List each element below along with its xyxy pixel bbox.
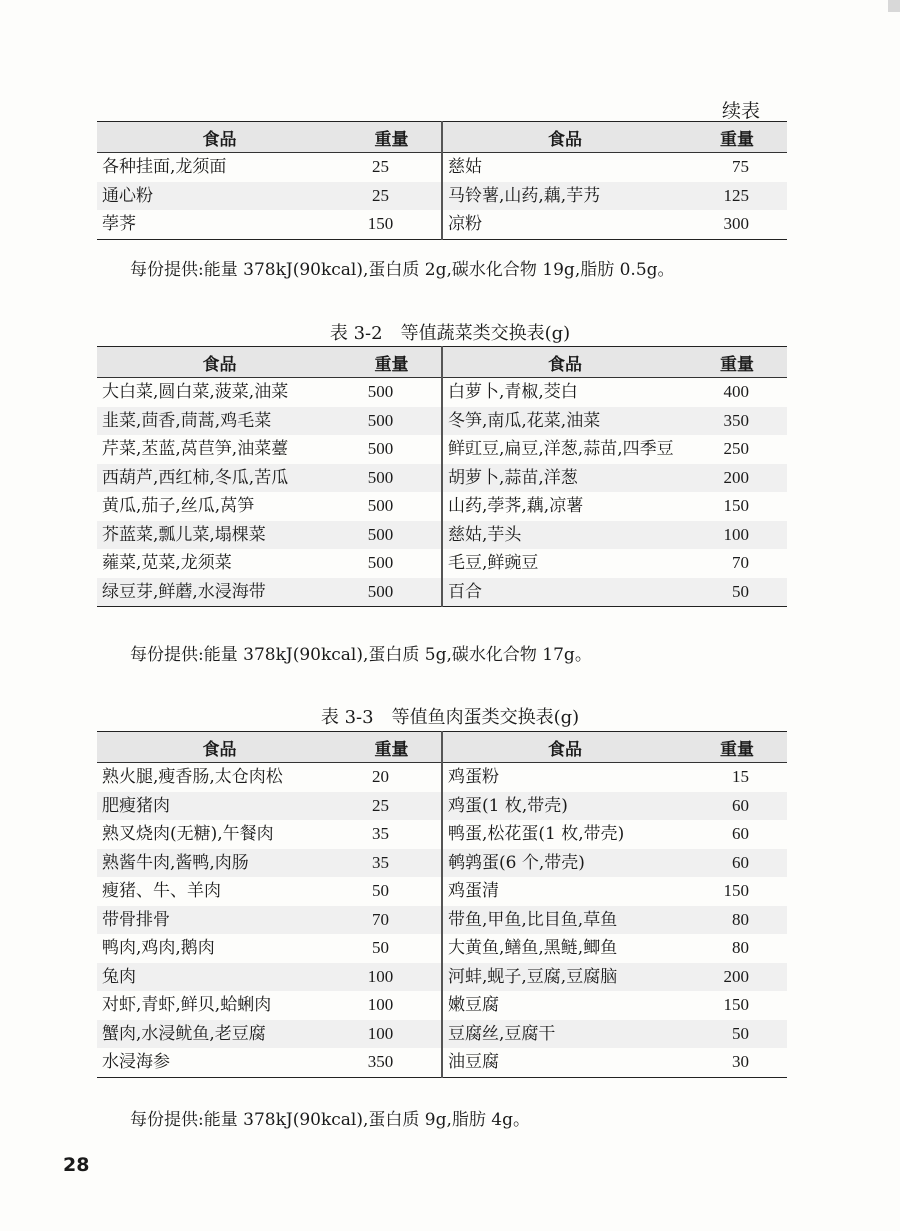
weight-cell: 25 [342, 792, 442, 821]
table-row [97, 210, 787, 239]
food-cell: 带骨排骨 [97, 906, 342, 935]
food-cell: 西葫芦,西红柿,冬瓜,苦瓜 [97, 464, 342, 493]
weight-cell: 300 [687, 210, 787, 239]
food-cell: 熟火腿,瘦香肠,太仓肉松 [102, 767, 283, 787]
table-row [97, 378, 787, 407]
food-cell: 兔肉 [97, 963, 342, 992]
food-cell: 熟酱牛肉,酱鸭,肉肠 [97, 849, 342, 878]
weight-cell: 150 [342, 210, 442, 239]
table-row [97, 934, 787, 963]
food-cell: 大黄鱼,鳝鱼,黑鲢,鲫鱼 [448, 938, 618, 958]
table2-caption: 表 3-2 等值蔬菜类交换表(g) [329, 323, 571, 344]
col-weight-header: 重量 [687, 347, 787, 378]
col-weight-header: 重量 [342, 347, 442, 378]
food-cell: 瘦猪、牛、羊肉 [102, 881, 221, 901]
food-cell: 韭菜,茴香,茼蒿,鸡毛菜 [97, 407, 342, 436]
food-cell: 鹌鹑蛋(6 个,带壳) [442, 849, 687, 878]
weight-cell: 80 [687, 906, 787, 935]
weight-cell: 35 [342, 849, 442, 878]
food-cell: 河蚌,蚬子,豆腐,豆腐脑 [442, 963, 687, 992]
food-cell: 肥瘦猪肉 [97, 792, 342, 821]
table-row [97, 963, 787, 992]
table-row [97, 792, 787, 821]
col-weight-header: 重量 [342, 122, 442, 153]
col-weight-header: 重量 [687, 122, 787, 153]
table-row [97, 991, 787, 1020]
weight-cell: 70 [342, 906, 442, 935]
weight-cell: 500 [342, 549, 442, 578]
col-food-header: 食品 [442, 122, 687, 153]
page-number: 28 [63, 1154, 90, 1176]
food-cell: 荸荠 [97, 210, 342, 239]
food-cell: 大白菜,圆白菜,菠菜,油菜 [102, 382, 289, 402]
food-cell: 绿豆芽,鲜蘑,水浸海带 [97, 578, 342, 607]
weight-cell: 100 [342, 1020, 442, 1049]
weight-cell: 20 [342, 763, 442, 792]
continued-label: 续表 [722, 100, 761, 122]
table-row [97, 464, 787, 493]
weight-cell: 75 [732, 157, 749, 176]
col-food-header: 食品 [97, 732, 342, 763]
weight-cell: 200 [687, 963, 787, 992]
food-cell: 嫩豆腐 [448, 995, 499, 1015]
weight-cell: 500 [342, 378, 442, 407]
table-row [97, 549, 787, 578]
weight-cell: 25 [342, 153, 442, 182]
weight-cell: 60 [687, 792, 787, 821]
weight-cell: 80 [732, 938, 749, 957]
table-row [97, 578, 787, 607]
food-cell: 各种挂面,龙须面 [102, 157, 227, 177]
food-cell: 冬笋,南瓜,花菜,油菜 [442, 407, 687, 436]
table-row [97, 849, 787, 878]
table-row [97, 1048, 787, 1077]
col-food-header: 食品 [442, 732, 687, 763]
weight-cell: 50 [342, 934, 442, 963]
weight-cell: 500 [342, 492, 442, 521]
weight-cell: 400 [723, 382, 749, 401]
vegetable-exchange-table [97, 346, 787, 607]
table2-note: 每份提供:能量 378kJ(90kcal),蛋白质 5g,碳水化合物 17g。 [130, 645, 592, 665]
food-cell: 带鱼,甲鱼,比目鱼,草鱼 [442, 906, 687, 935]
food-cell: 通心粉 [97, 182, 342, 211]
food-cell: 山药,荸荠,藕,凉薯 [448, 496, 584, 516]
table-row [97, 182, 787, 211]
weight-cell: 350 [687, 407, 787, 436]
food-cell: 毛豆,鲜豌豆 [448, 553, 539, 573]
food-cell: 慈姑,芋头 [442, 521, 687, 550]
col-food-header: 食品 [442, 347, 687, 378]
table3-note: 每份提供:能量 378kJ(90kcal),蛋白质 9g,脂肪 4g。 [130, 1110, 530, 1130]
table-row [97, 521, 787, 550]
weight-cell: 150 [723, 995, 749, 1014]
table-row [97, 820, 787, 849]
weight-cell: 350 [342, 1048, 442, 1077]
weight-cell: 60 [687, 849, 787, 878]
food-cell: 慈姑 [448, 157, 482, 177]
table-row [97, 906, 787, 935]
food-cell: 豆腐丝,豆腐干 [442, 1020, 687, 1049]
food-cell: 蟹肉,水浸鱿鱼,老豆腐 [97, 1020, 342, 1049]
food-cell: 鸡蛋清 [448, 881, 499, 901]
weight-cell: 200 [687, 464, 787, 493]
table-row [97, 407, 787, 436]
staple-exchange-table-continued [97, 121, 787, 240]
table-row [97, 1020, 787, 1049]
food-cell: 熟叉烧肉(无糖),午餐肉 [102, 824, 274, 844]
food-cell: 鸡蛋粉 [448, 767, 499, 787]
food-cell: 蕹菜,苋菜,龙须菜 [102, 553, 232, 573]
table-row [97, 877, 787, 906]
food-cell: 凉粉 [442, 210, 687, 239]
weight-cell: 100 [687, 521, 787, 550]
table-row [97, 492, 787, 521]
weight-cell: 500 [342, 435, 442, 464]
weight-cell: 500 [342, 521, 442, 550]
food-cell: 油豆腐 [442, 1048, 687, 1077]
food-cell: 鸭肉,鸡肉,鹅肉 [102, 938, 215, 958]
food-cell: 百合 [442, 578, 687, 607]
weight-cell: 100 [342, 991, 442, 1020]
col-food-header: 食品 [97, 347, 342, 378]
weight-cell: 150 [723, 496, 749, 515]
weight-cell: 35 [342, 820, 442, 849]
weight-cell: 500 [342, 407, 442, 436]
weight-cell: 60 [732, 824, 749, 843]
weight-cell: 250 [723, 439, 749, 458]
food-cell: 芥蓝菜,瓢儿菜,塌棵菜 [97, 521, 342, 550]
food-cell: 芹菜,苤蓝,莴苣笋,油菜薹 [102, 439, 289, 459]
table-row [97, 435, 787, 464]
weight-cell: 500 [342, 578, 442, 607]
page-corner-mark [888, 0, 900, 12]
weight-cell: 125 [687, 182, 787, 211]
food-cell: 鲜豇豆,扁豆,洋葱,蒜苗,四季豆 [448, 439, 674, 459]
col-weight-header: 重量 [342, 732, 442, 763]
table1-note: 每份提供:能量 378kJ(90kcal),蛋白质 2g,碳水化合物 19g,脂肪 0.5g。 [130, 260, 675, 280]
weight-cell: 50 [687, 1020, 787, 1049]
col-food-header: 食品 [97, 122, 342, 153]
col-weight-header: 重量 [687, 732, 787, 763]
weight-cell: 25 [342, 182, 442, 211]
table3-caption: 表 3-3 等值鱼肉蛋类交换表(g) [320, 707, 580, 728]
food-cell: 对虾,青虾,鲜贝,蛤蜊肉 [102, 995, 272, 1015]
table-row [97, 153, 787, 182]
weight-cell: 100 [342, 963, 442, 992]
weight-cell: 15 [732, 767, 749, 786]
weight-cell: 70 [732, 553, 749, 572]
food-cell: 马铃薯,山药,藕,芋艿 [442, 182, 687, 211]
weight-cell: 50 [342, 877, 442, 906]
food-cell: 鸭蛋,松花蛋(1 枚,带壳) [448, 824, 625, 844]
weight-cell: 30 [687, 1048, 787, 1077]
food-cell: 黄瓜,茄子,丝瓜,莴笋 [102, 496, 255, 516]
weight-cell: 50 [687, 578, 787, 607]
food-cell: 水浸海参 [97, 1048, 342, 1077]
food-cell: 鸡蛋(1 枚,带壳) [442, 792, 687, 821]
table-row [97, 763, 787, 792]
meat-egg-exchange-table [97, 731, 787, 1078]
weight-cell: 150 [723, 881, 749, 900]
food-cell: 胡萝卜,蒜苗,洋葱 [442, 464, 687, 493]
weight-cell: 500 [342, 464, 442, 493]
food-cell: 白萝卜,青椒,茭白 [448, 382, 578, 402]
